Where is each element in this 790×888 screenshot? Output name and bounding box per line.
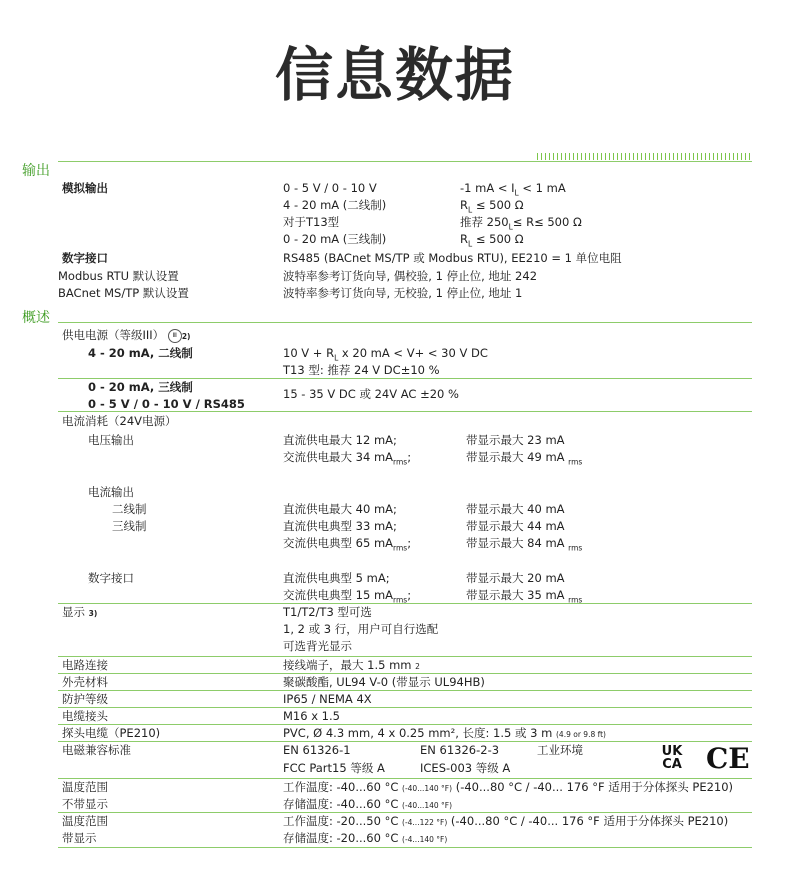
cable-value: PVC, Ø 4.3 mm, 4 x 0.25 mm², 长度: 1.5 或 3 m (4.9 or 9.8 ft)	[283, 726, 606, 740]
digital-consumption-label: 数字接口	[88, 571, 134, 585]
voltage-dc: 直流供电最大 12 mA;	[283, 433, 397, 447]
temp-label-4: 带显示	[62, 831, 97, 845]
digital-interface-label: 数字接口	[62, 251, 108, 265]
divider	[58, 707, 752, 708]
cable-label: 探头电缆（PE210)	[62, 726, 161, 740]
digital-dc: 直流供电典型 5 mA;	[283, 571, 390, 585]
ce-mark-icon: CE	[706, 742, 750, 775]
digital-display-1: 带显示最大 20 mA	[466, 571, 565, 585]
display-label: 显示 3)	[62, 605, 98, 619]
voltage-output-label: 电压输出	[88, 433, 134, 447]
page-title: 信息数据	[274, 41, 515, 109]
temp-label-1: 温度范围	[62, 780, 108, 794]
bacnet-label: BACnet MS/TP 默认设置	[58, 286, 189, 300]
display-value-3: 可选背光显示	[283, 639, 352, 653]
analog-voltage-range: 0 - 5 V / 0 - 10 V	[283, 181, 377, 195]
spec-label: 外壳材料	[62, 675, 108, 689]
spec-label: 电缆接头	[62, 709, 108, 723]
spec-label: 防护等级	[62, 692, 108, 706]
current-dc-typ: 直流供电典型 33 mA;	[283, 519, 397, 533]
supply-2wire-label: 4 - 20 mA, 二线制	[88, 346, 193, 360]
analog-t13: 对于T13型	[283, 215, 340, 229]
temp-label-2: 不带显示	[62, 797, 108, 811]
modbus-value: 波特率参考订货向导, 偶校验, 1 停止位, 地址 242	[283, 269, 538, 283]
analog-load-1: -1 mA < $I_L < 1$ mA	[460, 181, 566, 198]
analog-output-label: 模拟输出	[62, 181, 108, 195]
supply-t13-value: T13 型: 推荐 24 V DC±10 %	[283, 363, 440, 377]
current-dc-max: 直流供电最大 40 mA;	[283, 502, 397, 516]
divider	[58, 161, 752, 162]
digital-display-2: 带显示最大 35 mA $_{rms}$	[466, 588, 583, 605]
analog-load-3: 推荐 $250_L\le R\le 500$ Ω	[460, 215, 582, 232]
digital-interface-value: RS485 (BACnet MS/TP 或 Modbus RTU), EE210 = 1 单位电阻	[283, 251, 622, 265]
divider	[58, 322, 752, 323]
tick-decoration	[537, 153, 752, 160]
current-output-label: 电流输出	[88, 485, 134, 499]
emc-label: 电磁兼容标准	[62, 743, 131, 757]
supply-3wire-label: 0 - 20 mA, 三线制	[88, 380, 193, 394]
modbus-label: Modbus RTU 默认设置	[58, 269, 179, 283]
emc-standard-1: EN 61326-1	[283, 743, 351, 757]
current-ac-typ: 交流供电典型 65 $mA_{rms}$;	[283, 536, 412, 553]
temp-label-3: 温度范围	[62, 814, 108, 828]
temp-operating-display: 工作温度: -20...50 °C (-4...122 °F) (-40...80 °C / -40... 176 °F 适用于分体探头 PE210)	[283, 814, 729, 828]
emc-environment: 工业环境	[537, 743, 583, 757]
spec-value: IP65 / NEMA 4X	[283, 692, 372, 706]
voltage-ac: 交流供电最大 34 $mA_{rms}$;	[283, 450, 412, 467]
class-iii-icon: Ⅲ	[168, 329, 182, 343]
supply-label: 供电电源（等级III） Ⅲ 2)	[62, 328, 191, 342]
bacnet-value: 波特率参考订货向导, 无校验, 1 停止位, 地址 1	[283, 286, 523, 300]
current-display-2: 带显示最大 44 mA	[466, 519, 565, 533]
analog-current-2wire: 4 - 20 mA (二线制)	[283, 198, 387, 212]
analog-load-4: $R_L \le 500$ Ω	[460, 232, 524, 249]
analog-current-3wire: 0 - 20 mA (三线制)	[283, 232, 387, 246]
consumption-label: 电流消耗（24V电源）	[62, 414, 177, 428]
supply-voltage-label: 0 - 5 V / 0 - 10 V / RS485	[88, 397, 245, 411]
spec-value: 聚碳酸酯, UL94 V-0 (带显示 UL94HB)	[283, 675, 485, 689]
voltage-ac-display: 带显示最大 49 mA $_{rms}$	[466, 450, 583, 467]
display-value-1: T1/T2/T3 型可选	[283, 605, 372, 619]
analog-load-2: $R_L \le 500$ Ω	[460, 198, 524, 215]
section-output: 输出	[22, 163, 50, 179]
temp-storage-display: 存储温度: -20...60 °C (-4...140 °F)	[283, 831, 448, 845]
spec-value: 接线端子，最大 1.5 mm 2	[283, 658, 420, 672]
current-display-1: 带显示最大 40 mA	[466, 502, 565, 516]
two-wire-label: 二线制	[112, 502, 147, 516]
voltage-dc-display: 带显示最大 23 mA	[466, 433, 565, 447]
emc-fcc: FCC Part15 等级 A	[283, 761, 385, 775]
divider	[58, 690, 752, 691]
three-wire-label: 三线制	[112, 519, 147, 533]
supply-3wire-value: 15 - 35 V DC 或 24V AC ±20 %	[283, 387, 459, 401]
spec-value: M16 x 1.5	[283, 709, 340, 723]
spec-label: 电路连接	[62, 658, 108, 672]
emc-standard-2: EN 61326-2-3	[420, 743, 500, 757]
emc-ices: ICES-003 等级 A	[420, 761, 511, 775]
temp-storage-no-display: 存储温度: -40...60 °C (-40...140 °F)	[283, 797, 453, 811]
digital-ac: 交流供电典型 15 $mA_{rms}$;	[283, 588, 412, 605]
supply-2wire-value: 10 $V + R_L$ x 20 mA < V+ < 30 V DC	[283, 346, 488, 363]
ukca-mark-icon: UK CA	[661, 744, 683, 772]
section-overview: 概述	[22, 310, 50, 326]
temp-operating-no-display: 工作温度: -40...60 °C (-40...140 °F) (-40...80 °C / -40... 176 °F 适用于分体探头 PE210)	[283, 780, 734, 794]
current-display-3: 带显示最大 84 mA $_{rms}$	[466, 536, 583, 553]
display-value-2: 1, 2 或 3 行，用户可自行选配	[283, 622, 439, 636]
